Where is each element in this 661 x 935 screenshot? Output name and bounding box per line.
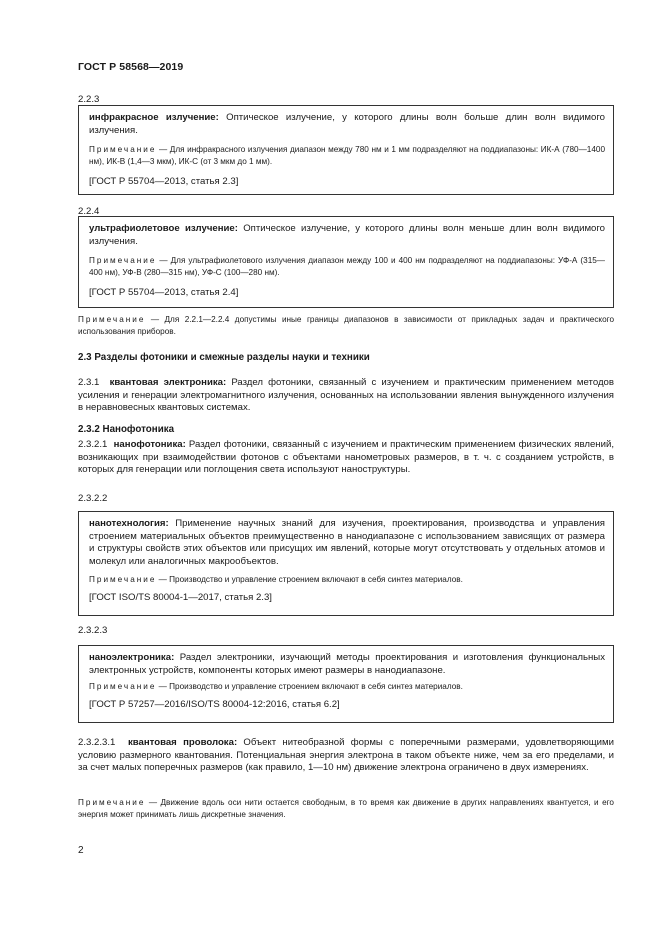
section-heading-2-3: 2.3 Разделы фотоники и смежные разделы науки и техники xyxy=(78,352,370,363)
document-header: ГОСТ Р 58568—2019 xyxy=(78,61,184,73)
note-text: — Для 2.2.1—2.2.4 допустимы иные границы диапазонов в зависимости от прикладных задач и практического использования приборов. xyxy=(78,315,614,336)
term-name: квантовая электроника: xyxy=(109,377,227,388)
clause-2-3-2-3-1 xyxy=(78,737,614,775)
clause-number-2-3-2-2: 2.3.2.2 xyxy=(78,493,108,504)
term-name: ультрафиолетовое излучение: xyxy=(89,223,238,234)
term-definition xyxy=(89,652,605,677)
clause-number: 2.3.1 xyxy=(78,377,100,388)
term-text: Объект нитеобразной формы с поперечными размерами, удовлетворяющими условию размерного квантования. Потенциальная энергия электрона в таком объекте ниже, чем за его пределами, и за счет малых поперечных размеров (как правило, 1—10 нм) движение электрона ограничено в двух измерениях. xyxy=(78,737,614,774)
note-text: — Для ультрафиолетового излучения диапазон между 100 и 400 нм подразделяют на поддиапазоны: УФ-А (315—400 нм), УФ-В (280—315 нм), УФ-С (100—280 нм). xyxy=(89,256,605,277)
note-text: — Производство и управление строением включают в себя синтез материалов. xyxy=(156,575,463,585)
note-label: Примечание xyxy=(89,145,157,155)
note-text: — Движение вдоль оси нити остается свободным, в то время как движение в других направлениях квантуется, и его энергия может принимать лишь дискретные значения. xyxy=(78,798,614,819)
term-box-2-3-2-3 xyxy=(78,645,614,723)
clause-note-2-3-2-3-1 xyxy=(78,797,614,821)
term-name: нанофотоника: xyxy=(113,439,186,450)
note-label: Примечание xyxy=(89,256,157,266)
general-note xyxy=(78,314,614,338)
note-label: Примечание xyxy=(89,682,157,692)
term-box-2-3-2-2 xyxy=(78,511,614,616)
term-box-2-2-3 xyxy=(78,105,614,195)
term-text: Применение научных знаний для изучения, проектирования, производства и управления строением материальных объектов преимущественно в нанодиапазоне с использованием зависящих от размера и структуры свойств этих объектов или присущих им явлений, которые могут отсутствовать у отдельных атомов и молекул или аналогичных макрообъектов. xyxy=(89,518,605,567)
term-name: наноэлектроника: xyxy=(89,652,175,663)
clause-2-3-2-1 xyxy=(78,439,614,477)
term-text: Оптическое излучение, у которого длины волн меньше длин волн видимого излучения. xyxy=(89,223,605,247)
term-definition xyxy=(89,223,605,248)
term-name: инфракрасное излучение: xyxy=(89,112,219,123)
note-text: — Для инфракрасного излучения диапазон между 780 нм и 1 мм подразделяют на поддиапазоны: ИК-А (780—1400 нм), ИК-В (1,4—3 мкм), ИК-С (от 3 мкм до 1 мм). xyxy=(89,145,605,166)
term-source-reference: [ГОСТ ISO/TS 80004-1—2017, статья 2.3] xyxy=(89,592,272,604)
term-note xyxy=(89,255,605,279)
term-note xyxy=(89,681,605,693)
clause-number-2-2-3: 2.2.3 xyxy=(78,94,100,105)
note-label: Примечание xyxy=(78,798,146,807)
term-name: нанотехнология: xyxy=(89,518,169,529)
note-label: Примечание xyxy=(89,575,157,585)
note-text: — Производство и управление строением включают в себя синтез материалов. xyxy=(156,682,463,692)
term-definition xyxy=(89,518,605,568)
clause-number-2-3-2-3: 2.3.2.3 xyxy=(78,625,108,636)
clause-number-2-2-4: 2.2.4 xyxy=(78,206,100,217)
term-text: Раздел электроники, изучающий методы проектирования и изготовления функциональных электронных устройств, компоненты которых имеют размеры в нанодиапазоне. xyxy=(89,652,605,676)
term-text: Оптическое излучение, у которого длины волн больше длин волн видимого излучения. xyxy=(89,112,605,136)
clause-number: 2.3.2.3.1 xyxy=(78,737,116,748)
clause-number: 2.3.2.1 xyxy=(78,439,108,450)
term-name: квантовая проволока: xyxy=(127,737,238,748)
term-source-reference: [ГОСТ Р 57257—2016/ISO/TS 80004-12:2016, статья 6.2] xyxy=(89,698,340,710)
term-text: Раздел фотоники, связанный с изучением и практическим применением физических явлений, возникающих при взаимодействии фотонов с объектами нанометровых размеров, в т. ч. с созданием устройств, в которых для генерации или поглощения света используют наноструктуры. xyxy=(78,439,614,476)
term-box-2-2-4 xyxy=(78,216,614,308)
term-note xyxy=(89,574,605,586)
term-source-reference: [ГОСТ Р 55704—2013, статья 2.4] xyxy=(89,286,239,298)
note-label: Примечание xyxy=(78,315,146,324)
term-definition xyxy=(89,112,605,137)
page-number: 2 xyxy=(78,845,84,856)
clause-2-3-1 xyxy=(78,377,614,415)
term-text: Раздел фотоники, связанный с изучением и практическим применением методов усиления и генерации электромагнитного излучения, основанных на использовании явления вынужденного излучения в неравновесных квантовых системах. xyxy=(78,377,614,414)
section-heading-2-3-2: 2.3.2 Нанофотоника xyxy=(78,424,175,435)
term-note xyxy=(89,144,605,168)
term-source-reference: [ГОСТ Р 55704—2013, статья 2.3] xyxy=(89,175,239,187)
